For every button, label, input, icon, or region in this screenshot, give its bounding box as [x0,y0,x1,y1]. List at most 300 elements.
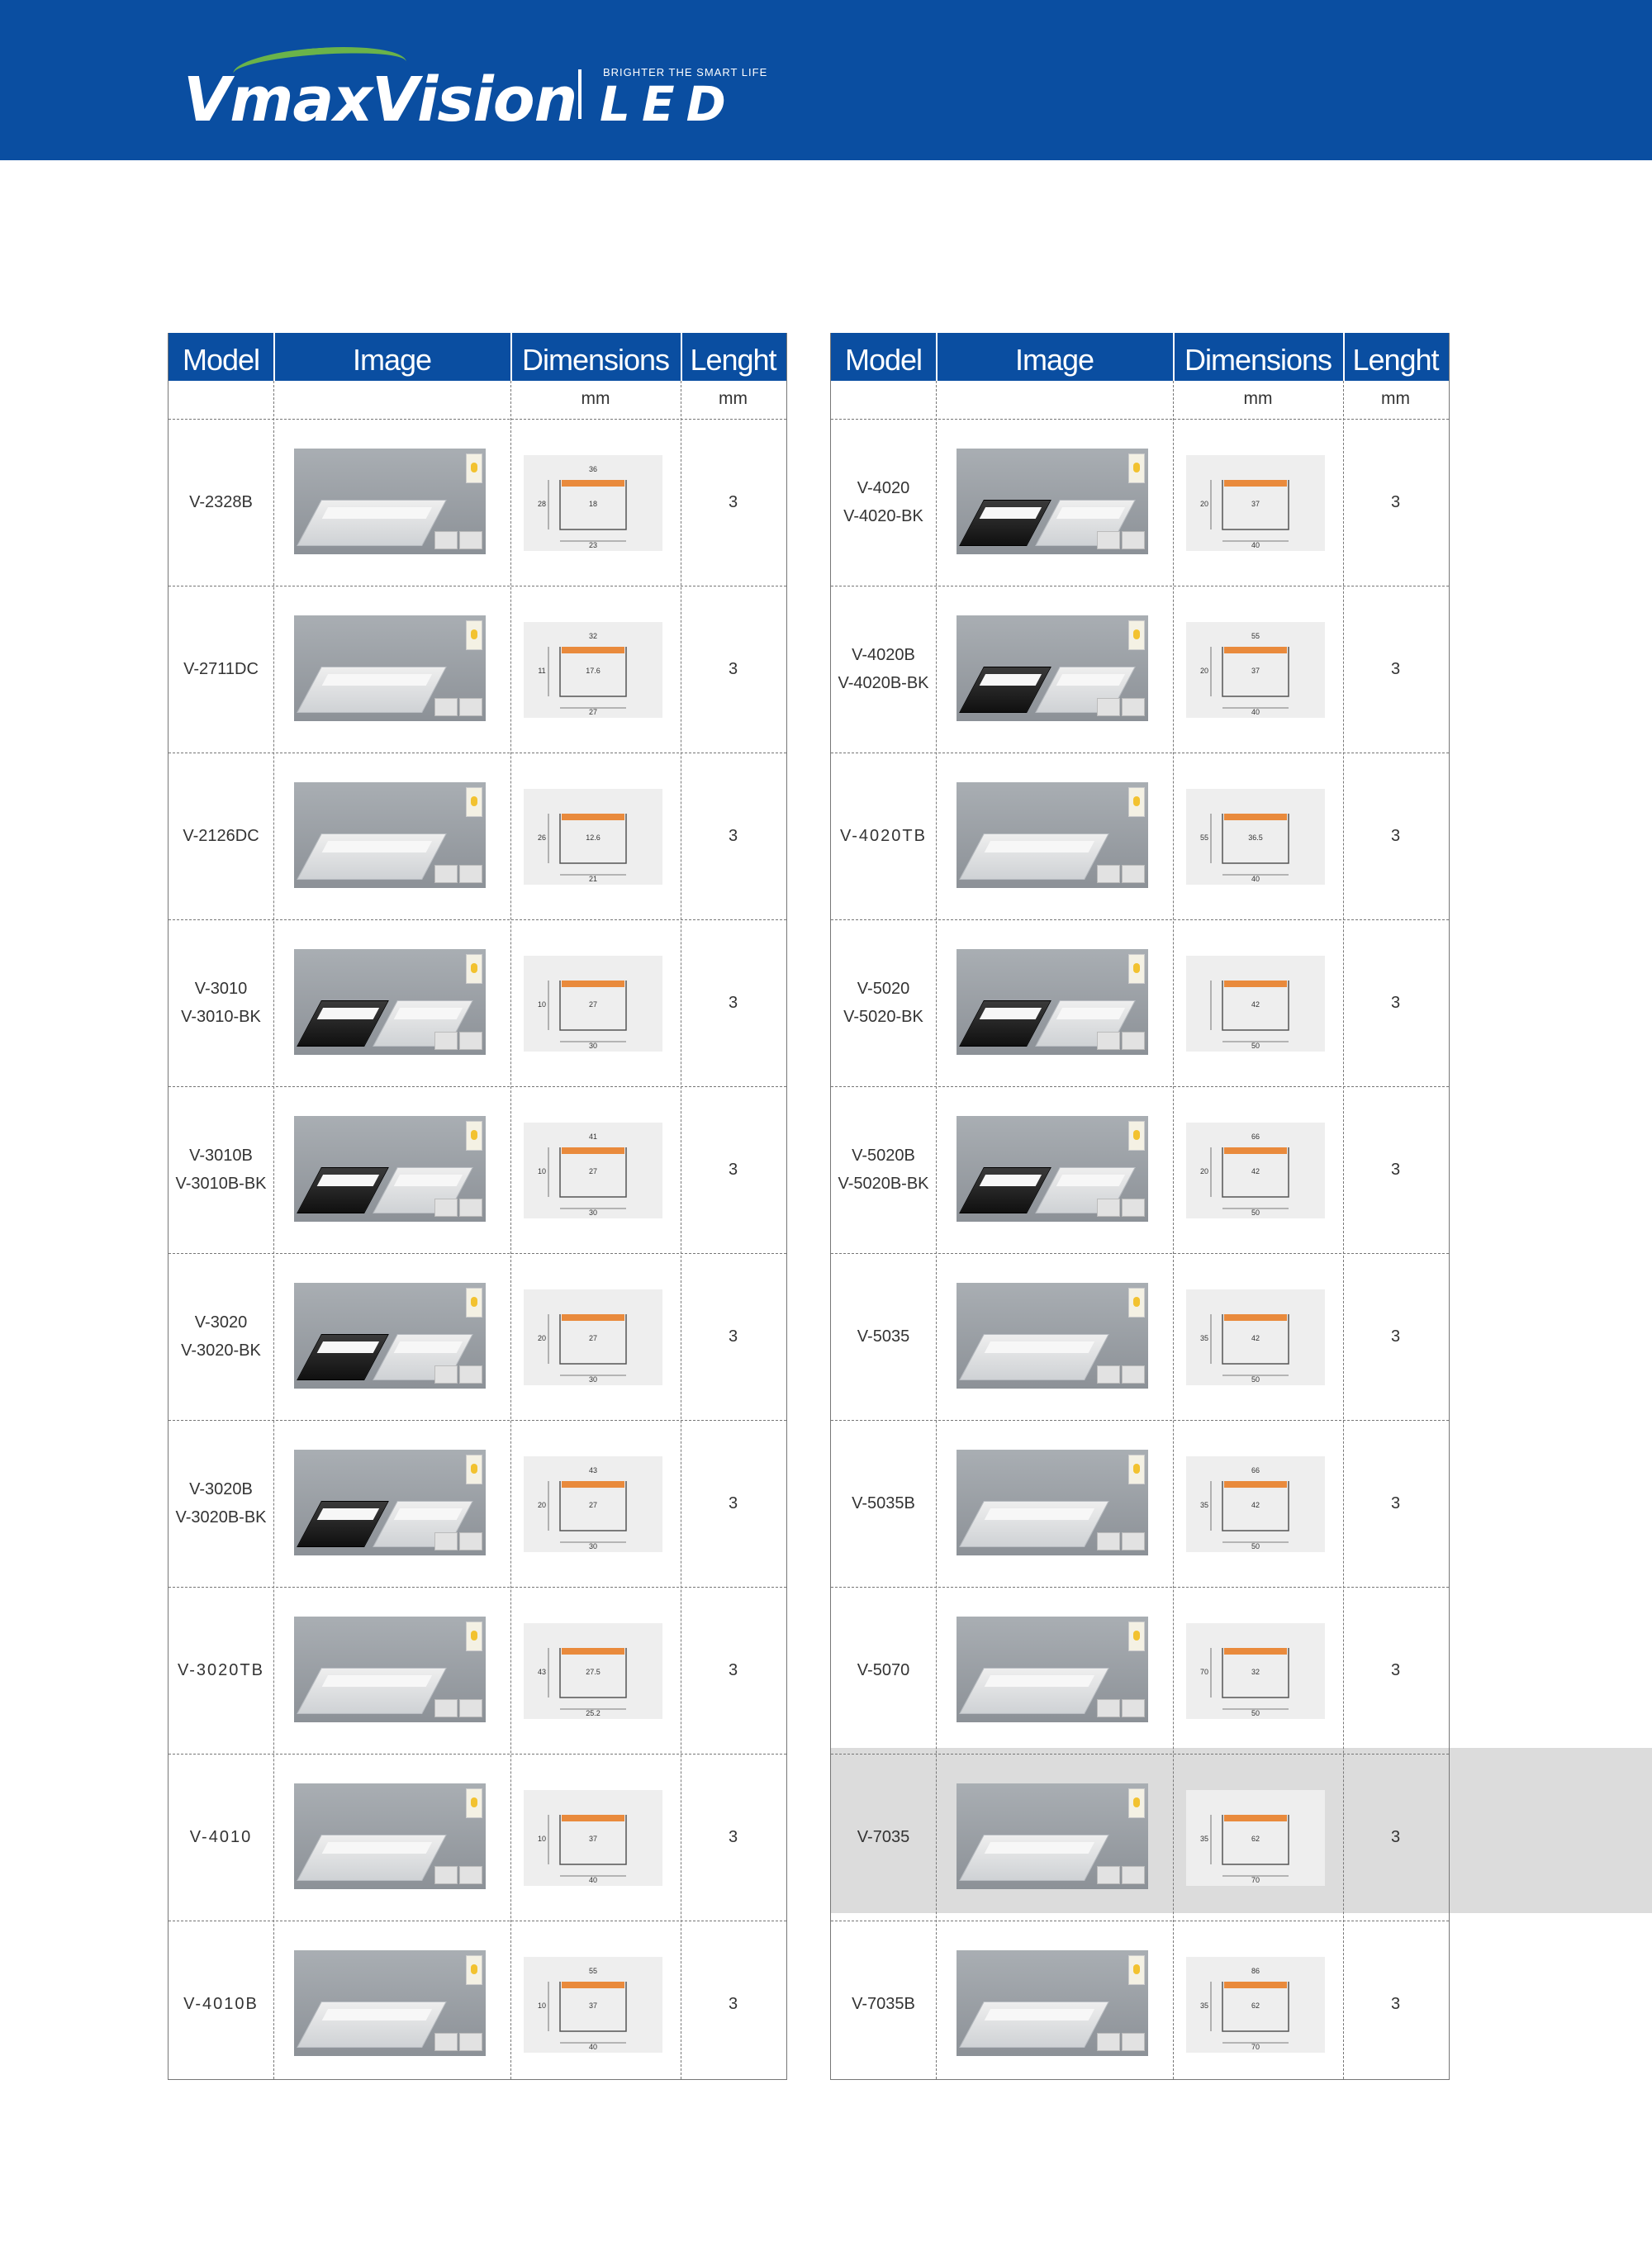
dimension-label: 35 [1199,1835,1209,1843]
dimension-label: 11 [538,667,546,675]
model-name: V-7035 [857,1828,910,1846]
accessory-icon [434,1866,458,1884]
model-name: V-3020 [194,1313,248,1332]
length-value: 3 [1390,1661,1401,1679]
table-row [831,1086,1449,1253]
dimension-label: 62 [1251,1835,1260,1843]
model-cell [169,1921,273,2087]
profile-diagram [1186,1289,1325,1385]
dimension-drawing [1186,1456,1325,1552]
model-cell [169,586,273,753]
model-cell [169,919,273,1086]
product-photo [294,1450,486,1555]
brand-product: LED [600,76,738,132]
model-cell [831,1754,936,1921]
product-photo [294,1617,486,1722]
dimension-drawing [524,1957,662,2053]
dimension-drawing [524,1123,662,1218]
dimension-label: 10 [537,1167,547,1175]
dimension-label: 20 [1199,1167,1209,1175]
table-row [831,1754,1449,1921]
model-name: V-2711DC [183,660,259,678]
model-cell [831,1253,936,1420]
dimension-label: 50 [1251,1375,1260,1384]
dimension-label: 30 [588,1542,598,1550]
table-header [169,333,786,381]
accessory-icon [434,1365,458,1384]
length-value: 3 [1390,994,1401,1012]
profile-shape [373,1334,473,1380]
table-row [169,586,786,753]
model-name: V-5020 [857,980,910,998]
diffuser-cover [562,1648,624,1655]
diffuser-lens [980,674,1042,686]
light-color-icon [466,1788,482,1818]
table-row [169,1253,786,1420]
dimension-label: 20 [1199,667,1209,675]
product-photo [957,615,1148,721]
light-color-icon [1128,453,1145,483]
end-cap-icon [459,1365,482,1384]
length-value: 3 [728,493,738,511]
diffuser-lens [322,674,432,686]
dimension-drawing [1186,1123,1325,1218]
table-row [169,753,786,919]
dimension-label: 40 [588,2043,598,2051]
model-name: V-5070 [857,1661,910,1679]
column-header-model: Model [844,343,923,377]
profile-diagram [1186,1456,1325,1552]
dimension-label: 42 [1251,1167,1260,1175]
diffuser-cover [1224,1982,1287,1988]
dimension-label: 55 [1251,632,1260,640]
diffuser-cover [1224,647,1287,653]
profile-shape [297,1835,447,1881]
product-photo [294,615,486,721]
diffuser-lens [1056,1008,1125,1019]
light-color-icon [1128,1955,1145,1985]
dimension-label: 20 [537,1501,547,1509]
profile-diagram [524,455,662,551]
diffuser-cover [562,1481,624,1488]
dimension-drawing [1186,1289,1325,1385]
dimension-drawing [524,1623,662,1719]
light-color-icon [466,1955,482,1985]
length-value: 3 [728,1828,738,1846]
units-row [831,381,1449,419]
profile-shape [959,1501,1109,1547]
end-cap-icon [1122,1866,1145,1884]
profile-shape [297,500,447,546]
profile-shape [959,1334,1109,1380]
dimension-label: 27 [588,708,598,716]
model-name: V-3010-BK [181,1008,261,1026]
end-cap-icon [459,1199,482,1217]
dimension-label: 21 [588,875,598,883]
model-cell [169,1754,273,1921]
diffuser-lens [980,507,1042,519]
dimension-drawing [1186,956,1325,1052]
model-cell [831,753,936,919]
end-cap-icon [1122,865,1145,883]
header-divider [681,333,682,381]
diffuser-lens [394,1341,463,1353]
diffuser-lens [985,2009,1094,2020]
dimension-label: 30 [588,1375,598,1384]
dimension-label: 55 [1199,833,1209,842]
diffuser-lens [322,1842,432,1854]
dimension-label: 18 [588,500,598,508]
dimension-drawing [1186,789,1325,885]
model-name: V-5020B-BK [838,1175,929,1193]
accessory-icon [1097,1365,1120,1384]
profile-diagram [1186,455,1325,551]
dimension-label: 40 [1251,875,1260,883]
dimension-label: 43 [588,1466,598,1474]
page-header [0,0,1652,160]
light-color-icon [1128,620,1145,650]
light-color-icon [466,954,482,984]
diffuser-lens [317,1008,379,1019]
diffuser-lens [980,1175,1042,1186]
length-value: 3 [728,827,738,845]
profile-diagram [1186,622,1325,718]
diffuser-lens [317,1341,379,1353]
diffuser-cover [1224,981,1287,987]
dimension-label: 50 [1251,1208,1260,1217]
logo-divider [578,69,582,119]
accessory-icon [1097,1532,1120,1550]
dimension-label: 30 [588,1042,598,1050]
light-color-icon [1128,787,1145,817]
end-cap-icon [1122,698,1145,716]
model-name: V-5020B [852,1147,915,1165]
accessory-icon [1097,698,1120,716]
dimension-label: 66 [1251,1132,1260,1141]
light-color-icon [1128,954,1145,984]
dimension-label: 50 [1251,1042,1260,1050]
column-header-image: Image [1014,343,1094,377]
dimension-label: 37 [1251,500,1260,508]
dimension-label: 27 [588,1334,598,1342]
diffuser-lens [985,1675,1094,1687]
header-divider [1173,333,1175,381]
diffuser-lens [394,1175,463,1186]
profile-shape [1035,1167,1136,1213]
dimension-label: 35 [1199,1334,1209,1342]
dimension-drawing [1186,622,1325,718]
accessory-icon [434,1532,458,1550]
end-cap-icon [459,1699,482,1717]
end-cap-icon [459,1032,482,1050]
end-cap-icon [1122,1532,1145,1550]
end-cap-icon [1122,1699,1145,1717]
column-header-model: Model [182,343,260,377]
table-row [831,1587,1449,1754]
accessory-icon [1097,1699,1120,1717]
dimension-label: 70 [1199,1668,1209,1676]
model-name: V-4020 [857,479,910,497]
profile-shape [959,2001,1109,2048]
profile-shape [959,1668,1109,1714]
diffuser-cover [1224,1648,1287,1655]
model-cell [831,1587,936,1754]
dimension-label: 12.6 [586,833,601,842]
dimension-label: 55 [588,1967,598,1975]
length-value: 3 [728,994,738,1012]
diffuser-cover [1224,1815,1287,1821]
product-photo [294,449,486,554]
profile-diagram [1186,1123,1325,1218]
dimension-label: 10 [537,2001,547,2010]
length-unit: mm [1381,389,1410,408]
dimension-label: 42 [1251,1334,1260,1342]
product-photo [957,1283,1148,1389]
accessory-icon [1097,1866,1120,1884]
profile-diagram [524,1289,662,1385]
brand-name: VmaxVision [183,64,577,135]
model-cell [831,1086,936,1253]
dimension-drawing [1186,1623,1325,1719]
profile-shape [959,1835,1109,1881]
dimension-label: 30 [588,1208,598,1217]
table-row [831,919,1449,1086]
profile-diagram [524,956,662,1052]
diffuser-cover [562,1815,624,1821]
table-row [169,419,786,586]
table-row [831,1420,1449,1587]
length-value: 3 [728,1494,738,1512]
accessory-icon [1097,531,1120,549]
accessory-icon [1097,1032,1120,1050]
end-cap-icon [459,531,482,549]
dimension-label: 27 [588,1501,598,1509]
light-color-icon [1128,1622,1145,1651]
light-color-icon [1128,1788,1145,1818]
model-cell [831,1921,936,2087]
model-name: V-7035B [852,1995,915,2013]
model-name: V-2126DC [183,827,259,845]
dimension-drawing [524,1289,662,1385]
diffuser-lens [985,841,1094,852]
diffuser-lens [980,1008,1042,1019]
accessory-icon [1097,1199,1120,1217]
diffuser-lens [985,1508,1094,1520]
end-cap-icon [1122,531,1145,549]
model-name: V-2328B [189,493,253,511]
model-cell [831,919,936,1086]
header-divider [510,333,512,381]
dimension-drawing [524,789,662,885]
accessory-icon [434,698,458,716]
dimension-label: 37 [588,2001,598,2010]
dimension-label: 43 [537,1668,547,1676]
product-photo [294,1283,486,1389]
table-row [169,1587,786,1754]
dimension-label: 10 [537,1835,547,1843]
dimension-label: 20 [1199,500,1209,508]
diffuser-cover [1224,1481,1287,1488]
model-name: V-3020B [189,1480,253,1498]
diffuser-lens [322,507,432,519]
length-value: 3 [728,1661,738,1679]
product-photo [957,1116,1148,1222]
dimension-label: 17.6 [586,667,601,675]
diffuser-cover [562,1147,624,1154]
accessory-icon [434,1199,458,1217]
dimension-label: 36.5 [1248,833,1263,842]
profile-diagram [1186,1790,1325,1886]
product-photo [957,449,1148,554]
table-row [169,1754,786,1921]
accessory-icon [434,865,458,883]
length-unit: mm [719,389,748,408]
header-divider [1343,333,1345,381]
model-name: V-5020-BK [843,1008,923,1026]
length-value: 3 [1390,827,1401,845]
light-color-icon [466,1288,482,1318]
dimension-drawing [1186,1957,1325,2053]
length-value: 3 [1390,493,1401,511]
end-cap-icon [459,1532,482,1550]
light-color-icon [466,1622,482,1651]
diffuser-cover [1224,480,1287,487]
dimension-label: 20 [537,1334,547,1342]
dimension-label: 32 [588,632,598,640]
profile-shape [297,833,447,880]
column-header-length: Lenght [690,343,776,377]
diffuser-lens [394,1008,463,1019]
dimension-label: 27.5 [586,1668,601,1676]
dimension-label: 25.2 [586,1709,601,1717]
profile-shape [373,1167,473,1213]
diffuser-lens [322,841,432,852]
product-photo [294,1116,486,1222]
dimensions-unit: mm [581,389,610,408]
light-color-icon [466,1455,482,1484]
product-photo [957,1617,1148,1722]
length-value: 3 [1390,1494,1401,1512]
profile-shape [373,1501,473,1547]
diffuser-cover [562,1314,624,1321]
model-cell [169,1587,273,1754]
diffuser-cover [1224,1314,1287,1321]
dimension-drawing [524,622,662,718]
profile-shape [297,1668,447,1714]
accessory-icon [1097,2033,1120,2051]
table-row [831,1253,1449,1420]
end-cap-icon [459,2033,482,2051]
dimension-drawing [1186,1790,1325,1886]
light-color-icon [466,620,482,650]
length-value: 3 [1390,1161,1401,1179]
model-cell [169,1086,273,1253]
dimension-label: 70 [1251,1876,1260,1884]
catalog-table-right [830,333,1450,2080]
header-divider [273,333,275,381]
diffuser-lens [1056,674,1125,686]
product-photo [957,1783,1148,1889]
model-cell [169,753,273,919]
dimension-label: 35 [1199,1501,1209,1509]
product-photo [294,949,486,1055]
length-value: 3 [1390,1995,1401,2013]
column-header-dimensions: Dimensions [521,343,670,377]
model-cell [831,419,936,586]
diffuser-cover [562,981,624,987]
profile-shape [1035,500,1136,546]
end-cap-icon [1122,1199,1145,1217]
dimension-label: 27 [588,1000,598,1009]
dimension-label: 40 [588,1876,598,1884]
length-value: 3 [1390,1828,1401,1846]
product-photo [957,949,1148,1055]
accessory-icon [1097,865,1120,883]
dimensions-unit: mm [1243,389,1273,408]
table-row [169,1420,786,1587]
accessory-icon [434,531,458,549]
profile-diagram [524,1123,662,1218]
table-row [831,419,1449,586]
model-name: V-4020TB [840,827,927,845]
dimension-label: 36 [588,465,598,473]
dimension-label: 23 [588,541,598,549]
accessory-icon [434,2033,458,2051]
profile-shape [1035,667,1136,713]
brand-tagline: BRIGHTER THE SMART LIFE [603,66,768,78]
length-value: 3 [1390,660,1401,678]
diffuser-cover [1224,814,1287,820]
dimension-label: 42 [1251,1501,1260,1509]
light-color-icon [466,453,482,483]
length-value: 3 [728,1995,738,2013]
column-header-dimensions: Dimensions [1184,343,1332,377]
dimension-drawing [524,455,662,551]
diffuser-cover [562,480,624,487]
diffuser-lens [985,1341,1094,1353]
light-color-icon [466,1121,482,1151]
profile-diagram [524,1623,662,1719]
dimension-label: 35 [1199,2001,1209,2010]
model-name: V-4020-BK [843,507,923,525]
profile-shape [297,667,447,713]
product-photo [294,1783,486,1889]
dimension-label: 37 [1251,667,1260,675]
model-name: V-4010 [189,1828,253,1846]
light-color-icon [1128,1455,1145,1484]
diffuser-cover [562,647,624,653]
model-cell [169,419,273,586]
product-photo [957,782,1148,888]
table-header [831,333,1449,381]
end-cap-icon [1122,2033,1145,2051]
length-value: 3 [728,1327,738,1346]
dimension-label: 42 [1251,1000,1260,1009]
model-name: V-3010B-BK [175,1175,267,1193]
product-photo [294,1950,486,2056]
dimension-label: 62 [1251,2001,1260,2010]
profile-diagram [1186,789,1325,885]
units-row [169,381,786,419]
model-name: V-4020B [852,646,915,664]
dimension-label: 28 [537,500,547,508]
length-value: 3 [1390,1327,1401,1346]
profile-diagram [1186,1957,1325,2053]
diffuser-cover [562,1982,624,1988]
catalog-table-left [168,333,787,2080]
model-name: V-5035 [857,1327,910,1346]
header-divider [936,333,938,381]
